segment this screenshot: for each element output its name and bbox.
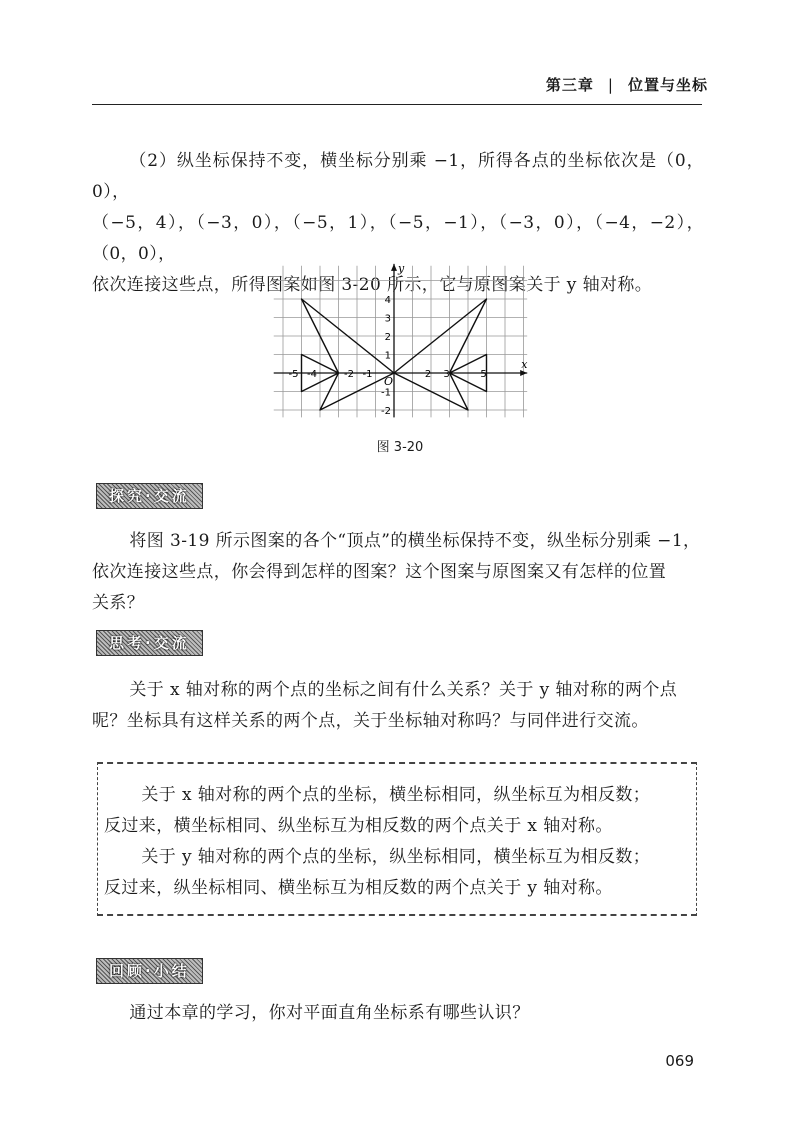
x-tick-label: 5 (480, 369, 487, 380)
para1-line1: （2）纵坐标保持不变，横坐标分别乘 −1，所得各点的坐标依次是（0，0）， (92, 151, 704, 202)
chapter-title: 位置与坐标 (627, 76, 708, 94)
y-tick-label: 1 (384, 350, 391, 362)
section-tag-explore: 探究·交流 (96, 483, 203, 509)
summary-text (104, 780, 689, 904)
y-tick-label: 2 (384, 332, 391, 343)
running-header (546, 74, 708, 95)
section-tag-think: 思考·交流 (96, 630, 203, 656)
para3-line2: 呢？坐标具有这样关系的两个点，关于坐标轴对称吗？与同伴进行交流。 (92, 711, 649, 731)
para4-line1: 通过本章的学习，你对平面直角坐标系有哪些认识？ (129, 1003, 530, 1023)
y-tick-label: 4 (384, 295, 391, 306)
para1-line2: （−5，4），（−3，0），（−5，1），（−5，−1），（−3，0），（−4，−2），（0，0）， (92, 213, 704, 264)
coordinate-figure (270, 258, 532, 418)
y-axis-label: y (398, 261, 405, 275)
para2-line3: 关系？ (92, 593, 145, 613)
section-tag-review: 回顾·小结 (96, 958, 203, 984)
box-line3: 关于 y 轴对称的两个点的坐标，纵坐标相同，横坐标互为相反数； (141, 847, 651, 867)
paragraph-think (92, 675, 704, 737)
summary-box (97, 762, 697, 916)
x-tick-label: -5 (288, 369, 299, 380)
para3-line1: 关于 x 轴对称的两个点的坐标之间有什么关系？关于 y 轴对称的两个点 (129, 680, 678, 700)
x-tick-label: -1 (362, 369, 373, 380)
header-rule (92, 104, 702, 105)
y-axis-arrow (391, 264, 397, 271)
para1-line3: 依次连接这些点，所得图案如图 3-20 所示，它与原图案关于 y 轴对称。 (92, 275, 653, 295)
para2-line2: 依次连接这些点，你会得到怎样的图案？这个图案与原图案又有怎样的位置 (92, 562, 667, 582)
figure-caption: 图 3-20 (376, 440, 424, 455)
box-line4: 反过来，纵坐标相同、横坐标互为相反数的两个点关于 y 轴对称。 (104, 878, 613, 898)
box-line1: 关于 x 轴对称的两个点的坐标，横坐标相同，纵坐标互为相反数； (141, 785, 651, 805)
y-tick-label: -1 (381, 387, 391, 399)
x-tick-label: -2 (344, 369, 354, 380)
coordinate-grid-svg (270, 258, 532, 418)
x-axis-label: x (521, 358, 528, 371)
page-number: 069 (665, 1052, 694, 1070)
x-tick-label: 3 (443, 369, 450, 380)
paragraph-review (92, 998, 704, 1029)
y-tick-label: 3 (384, 313, 391, 325)
paragraph-explore (92, 526, 704, 619)
origin-label: O (384, 375, 394, 388)
chapter-label: 第三章 (545, 76, 594, 94)
x-tick-label: -4 (307, 369, 317, 380)
x-tick-label: 2 (424, 369, 432, 380)
y-tick-label: -2 (381, 406, 391, 417)
box-line2: 反过来，横坐标相同、纵坐标互为相反数的两个点关于 x 轴对称。 (104, 816, 613, 836)
header-divider: | (607, 76, 614, 94)
para2-line1: 将图 3-19 所示图案的各个“顶点”的横坐标保持不变，纵坐标分别乘 −1， (129, 531, 701, 551)
